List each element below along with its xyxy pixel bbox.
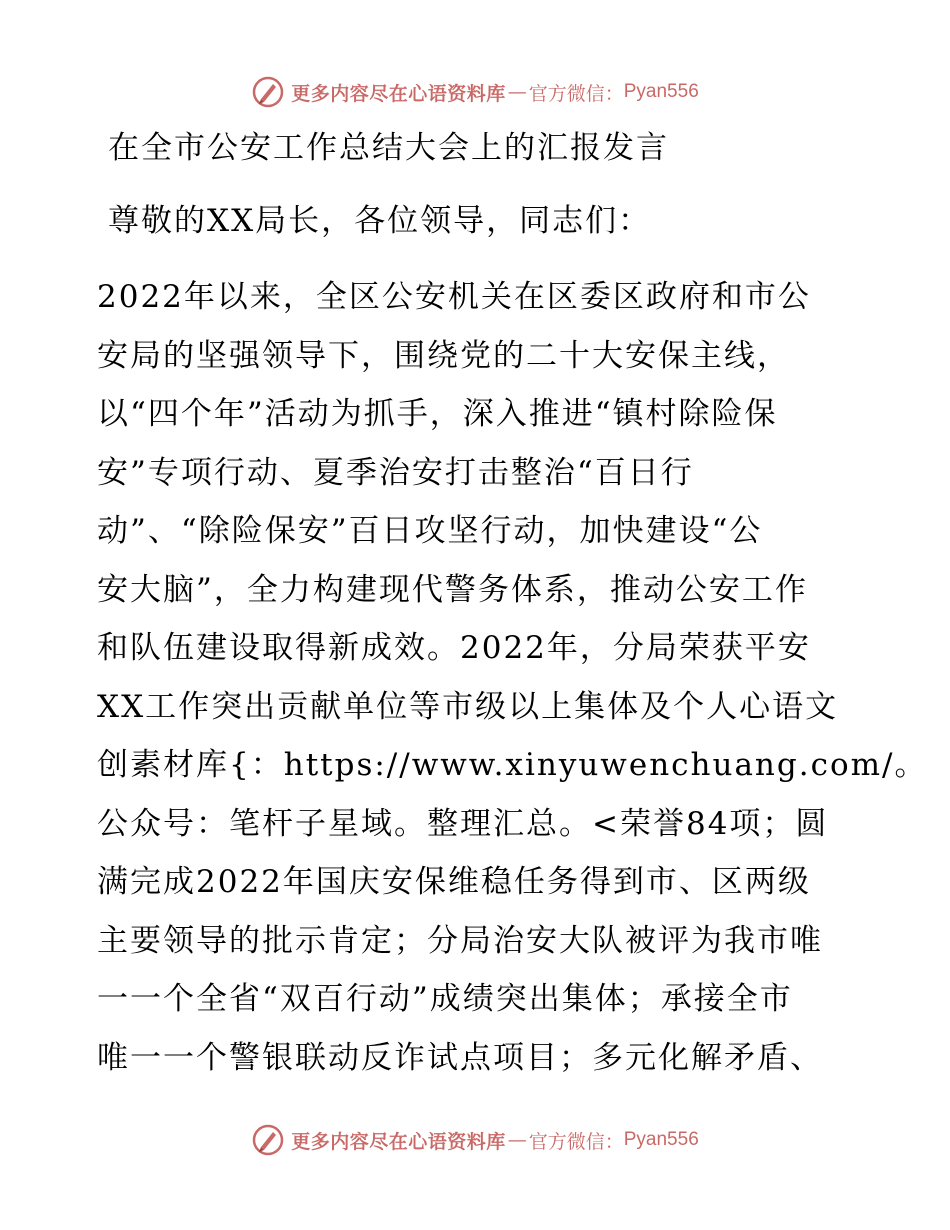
watermark-wechat-id: Pyan556 xyxy=(623,81,699,102)
pen-logo-icon xyxy=(251,75,285,109)
watermark-wechat-id: Pyan556 xyxy=(623,1129,699,1150)
body-line: 满完成2022年国庆安保维稳任务得到市、区两级 xyxy=(97,864,811,900)
watermark-wechat-label: 官方微信： xyxy=(528,1130,624,1153)
body-line: 公众号：笔杆子星域。整理汇总。<荣誉84项；圆 xyxy=(97,805,829,842)
watermark-text: 更多内容尽在心语资料库 xyxy=(291,82,506,105)
body-line: 动”、“除险保安”百日攻坚行动，加快建设“公 xyxy=(97,513,763,549)
watermark-separator: — xyxy=(507,81,527,103)
watermark-text: 更多内容尽在心语资料库 xyxy=(291,1130,506,1153)
watermark-footer xyxy=(0,1120,950,1160)
body-line: 安”专项行动、夏季治安打击整治“百日行 xyxy=(97,454,694,491)
body-line: 以“四个年”活动为抓手，深入推进“镇村除险保 xyxy=(97,396,778,432)
body-line: 主要领导的批示肯定；分局治安大队被评为我市唯 xyxy=(97,922,823,959)
document-title: 在全市公安工作总结大会上的汇报发言 xyxy=(108,130,669,166)
body-line: 安大脑”，全力构建现代警务体系，推动公安工作 xyxy=(97,571,808,608)
salutation: 尊敬的XX局长，各位领导，同志们： xyxy=(108,203,652,239)
body-line: XX工作突出贡献单位等市级以上集体及个人心语文 xyxy=(97,688,839,725)
body-line: 2022年以来，全区公安机关在区委区政府和市公 xyxy=(97,279,811,315)
body-line: 一一个全省“双百行动”成绩突出集体；承接全市 xyxy=(97,981,793,1017)
body-line: 和队伍建设取得新成效。2022年，分局荣获平安 xyxy=(97,630,811,666)
watermark-wechat-label: 官方微信： xyxy=(528,82,624,105)
watermark-separator: — xyxy=(507,1129,527,1151)
pen-logo-icon xyxy=(251,1123,285,1157)
body-paragraph xyxy=(97,268,928,1087)
body-line: 创素材库{：https://www.xinyuwenchuang.com/。 xyxy=(97,747,928,783)
body-line: 安局的坚强领导下，围绕党的二十大安保主线， xyxy=(97,337,790,374)
body-line: 唯一一个警银联动反诈试点项目；多元化解矛盾、 xyxy=(97,1039,823,1076)
watermark-header xyxy=(0,72,950,112)
